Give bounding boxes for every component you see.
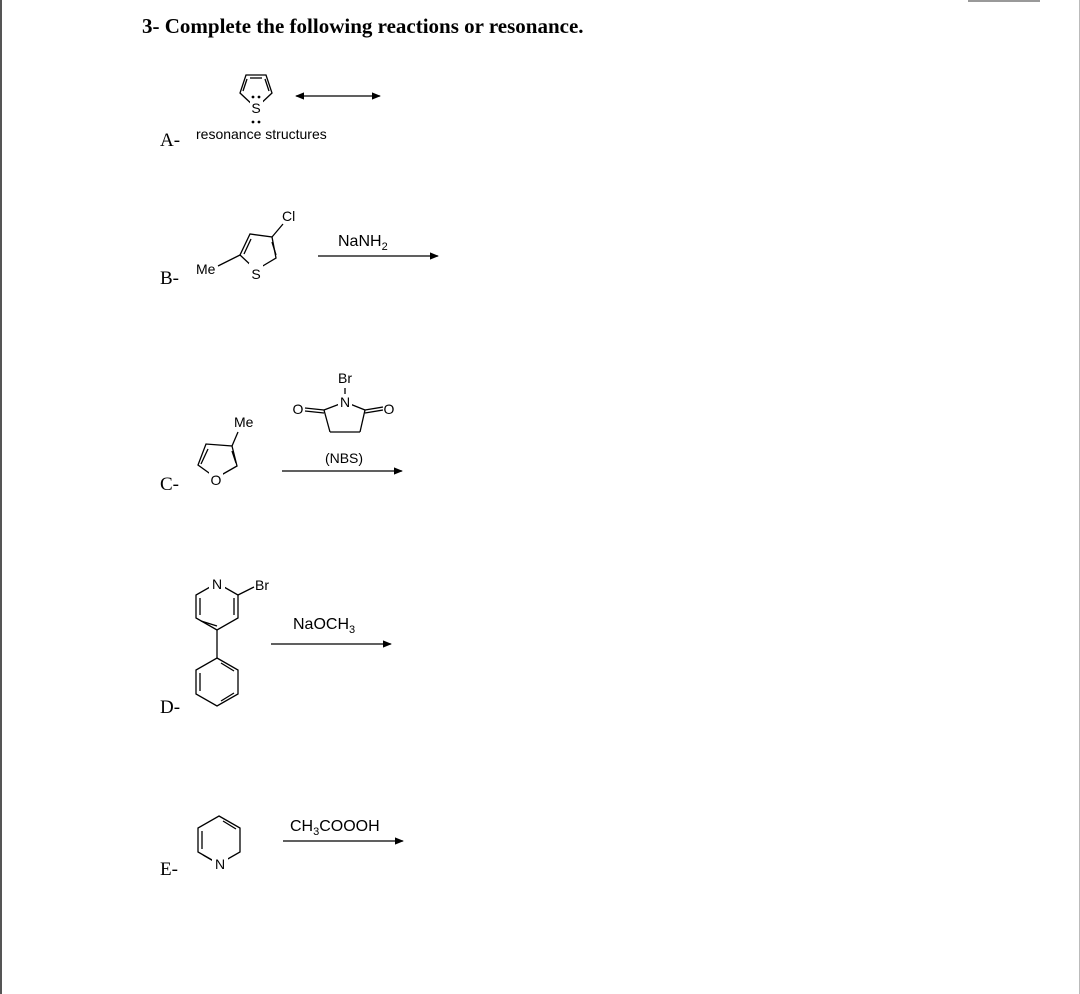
part-e-reagent: $CH_3COOOH$ (290, 818, 380, 838)
part-b-chloro-label: Cl (282, 208, 296, 224)
part-c-methyl-label: Me (234, 414, 254, 430)
part-c-reagent-label: (NBS) (324, 450, 364, 466)
part-e-letter: E- (160, 859, 178, 880)
part-b-reagent: NaNH$_2$ (338, 233, 388, 253)
part-c-nbs-oxygen-left: O (292, 401, 304, 417)
part-b-sulfur-label: S (251, 266, 261, 282)
part-a-sulfur-label: S (251, 100, 261, 116)
part-b-methyl-label: Me (196, 261, 216, 277)
part-c-letter: C- (160, 474, 179, 495)
part-c-nbs-bromine-label: Br (338, 370, 352, 386)
part-d-pyridine (196, 583, 254, 658)
question-heading: 3- Complete the following reactions or resonance. (142, 14, 584, 38)
part-d-bromo-label: Br (255, 577, 269, 593)
part-d-nitrogen-label: N (211, 576, 223, 592)
part-a-letter: A- (160, 130, 181, 151)
part-b-letter: B- (160, 268, 179, 289)
part-c-oxygen-label: O (210, 472, 222, 488)
part-d-phenyl (196, 658, 238, 706)
part-c-nbs-oxygen-right: O (383, 401, 395, 417)
part-d-letter: D- (160, 697, 181, 718)
part-a-caption: resonance structures (196, 126, 327, 142)
part-c-nbs-nitrogen-label: N (339, 394, 351, 410)
part-d-reagent: NaOCH$_3$ (293, 616, 356, 636)
part-e-nitrogen-label: N (214, 856, 226, 872)
